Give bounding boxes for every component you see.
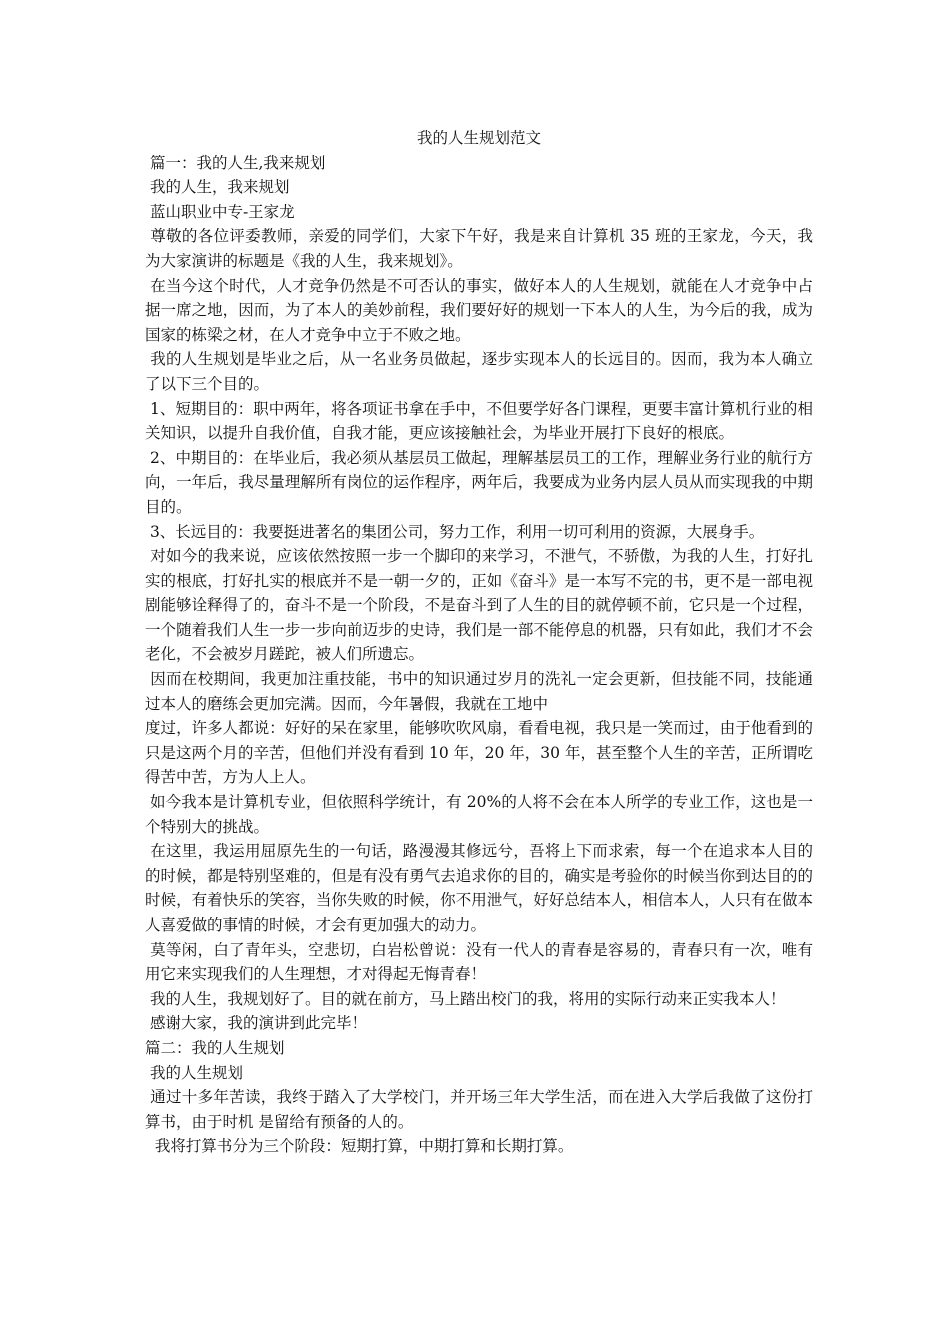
paragraph: 因而在校期间，我更加注重技能，书中的知识通过岁月的洗礼一定会更新，但技能不同，技能通过本人的磨练会更加完满。因而，今年暑假，我就在工地中 <box>145 670 813 713</box>
paragraph: 我将打算书分为三个阶段：短期打算，中期打算和长期打算。 <box>145 1137 574 1156</box>
paragraph: 我的人生，我规划好了。目的就在前方，马上踏出校门的我，将用的实际行动来正实我本人！ <box>145 989 786 1008</box>
paragraph: 对如今的我来说，应该依然按照一步一个脚印的来学习，不泄气，不骄傲，为我的人生，打好扎实的根底，打好扎实的根底并不是一朝一夕的，正如《奋斗》是一本写不完的书，更不是一部电视剧能够诠释得了的，奋斗不是一个阶段，不是奋斗到了人生的目的就停顿不前，它只是一个过程，一个随着我们人生一步一步向前迈步的史诗，我们是一部不能停息的机器，只有如此，我们才不会老化，不会被岁月蹉跎，被人们所遗忘。 <box>145 547 813 664</box>
paragraph: 篇一：我的人生,我来规划 <box>145 153 326 172</box>
paragraph: 感谢大家，我的演讲到此完毕！ <box>145 1014 367 1033</box>
document-title: 我的人生规划范文 <box>416 129 541 147</box>
paragraph: 在这里，我运用屈原先生的一句话，路漫漫其修远兮，吾将上下而求索，每一个在追求本人目的的时候，都是特别坚难的，但是有没有勇气去追求你的目的，确实是考验你的时候当你到达目的的时候，有着快乐的笑容，当你失败的时候，你不用泄气，好好总结本人，相信本人，人只有在做本人喜爱做的事情的时候，才会有更加强大的动力。 <box>145 842 813 934</box>
paragraph: 2、中期目的：在毕业后，我必须从基层员工做起，理解基层员工的工作，理解业务行业的航行方向，一年后，我尽量理解所有岗位的运作程序，两年后，我要成为业务内层人员从而实现我的中期目的。 <box>145 448 813 516</box>
paragraph: 3、长远目的：我要挺进著名的集团公司，努力工作，利用一切可利用的资源，大展身手。 <box>145 522 765 541</box>
paragraph: 我的人生，我来规划 <box>145 178 290 197</box>
paragraph: 如今我本是计算机专业，但依照科学统计，有 20%的人将不会在本人所学的专业工作，这也是一个特别大的挑战。 <box>145 793 813 836</box>
paragraph: 篇二：我的人生规划 <box>145 1038 285 1057</box>
paragraph-list <box>145 151 813 1159</box>
paragraph: 1、短期目的：职中两年，将各项证书拿在手中，不但要学好各门课程，更要丰富计算机行业的相关知识，以提升自我价值，自我才能，更应该接触社会，为毕业开展打下良好的根底。 <box>145 399 813 443</box>
document-body <box>145 126 813 1159</box>
paragraph: 我的人生规划 <box>145 1063 243 1082</box>
paragraph: 蓝山职业中专-王家龙 <box>145 202 295 221</box>
paragraph: 我的人生规划是毕业之后，从一名业务员做起，逐步实现本人的长远目的。因而，我为本人确立了以下三个目的。 <box>145 350 813 393</box>
paragraph: 度过，许多人都说：好好的呆在家里，能够吹吹风扇，看看电视，我只是一笑而过，由于他看到的只是这两个月的辛苦，但他们并没有看到 10 年，20 年，30 年，甚至整个人生的辛苦，正所谓吃得苦中苦，方为人上人。 <box>145 719 813 787</box>
paragraph: 通过十多年苦读，我终于踏入了大学校门，并开场三年大学生活，而在进入大学后我做了这份打算书，由于时机 是留给有预备的人的。 <box>145 1088 813 1131</box>
paragraph: 尊敬的各位评委教师，亲爱的同学们，大家下午好，我是来自计算机 35 班的王家龙，今天，我为大家演讲的标题是《我的人生，我来规划》。 <box>145 227 813 270</box>
paragraph: 莫等闲，白了青年头，空悲切，白岩松曾说：没有一代人的青春是容易的，青春只有一次，唯有用它来实现我们的人生理想，才对得起无悔青春！ <box>145 940 813 984</box>
paragraph: 在当今这个时代，人才竞争仍然是不可否认的事实，做好本人的人生规划，就能在人才竞争中占据一席之地，因而，为了本人的美妙前程，我们要好好的规划一下本人的人生，为今后的我，成为国家的栋梁之材，在人才竞争中立于不败之地。 <box>145 276 813 344</box>
